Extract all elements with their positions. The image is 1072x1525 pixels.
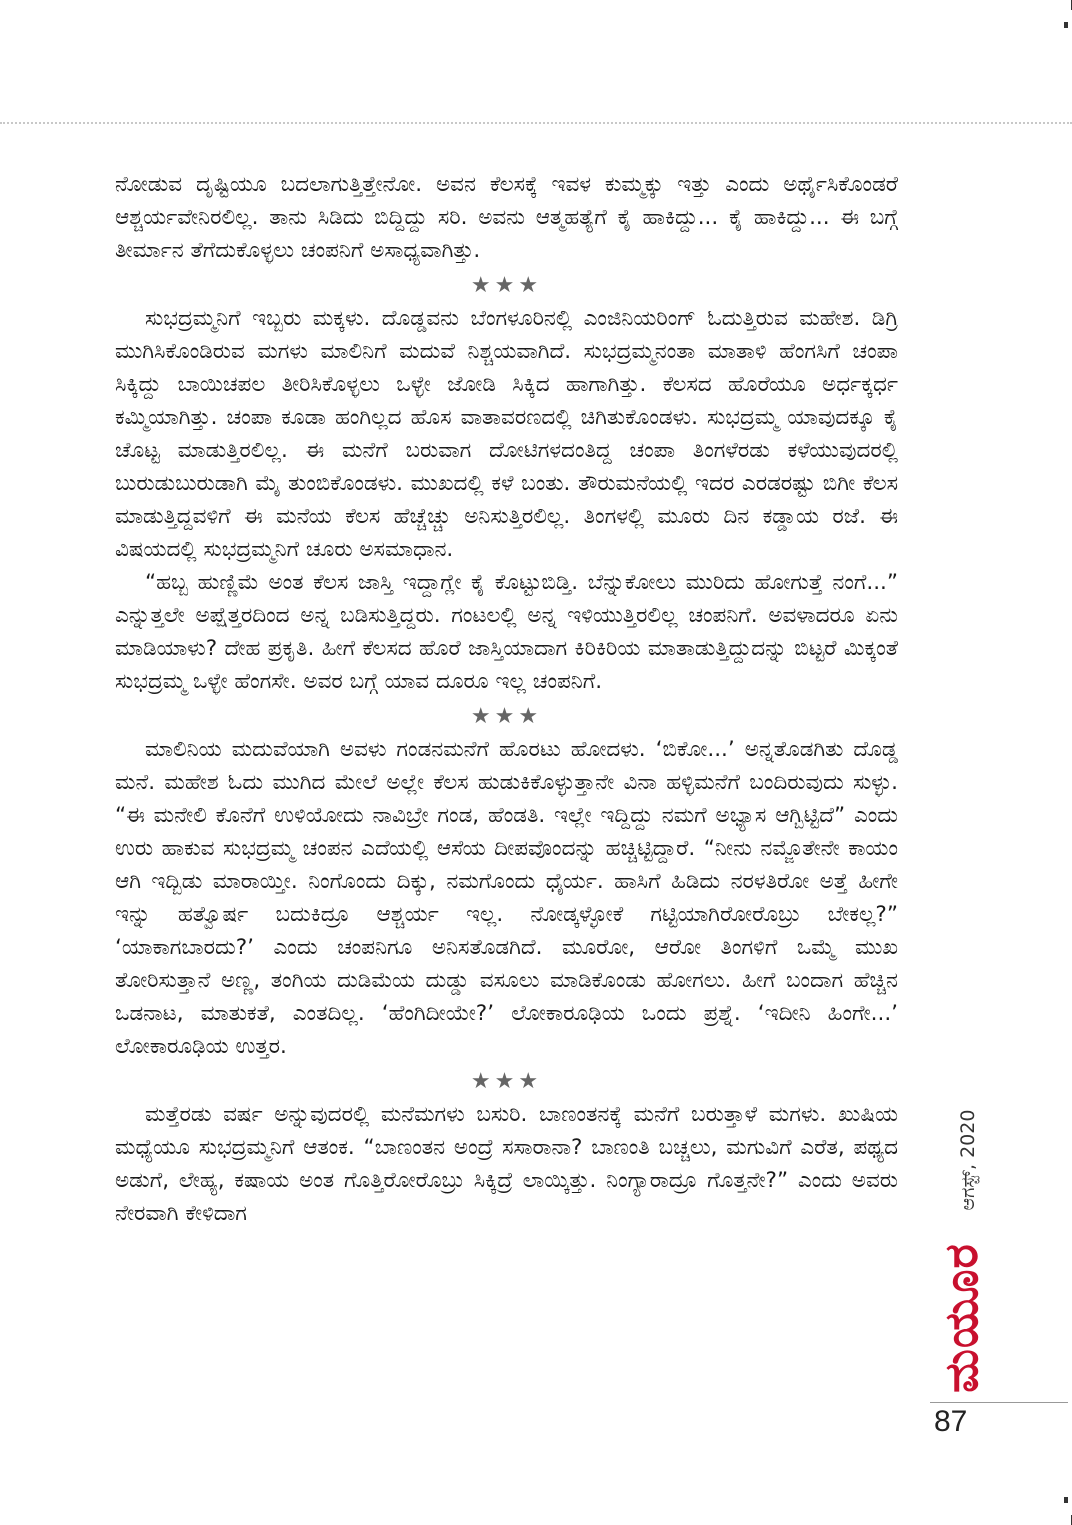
header-dotted-rule	[0, 122, 1072, 124]
page-number-rule	[930, 1402, 1068, 1403]
paragraph: ಮತ್ತೆರಡು ವರ್ಷ ಅನ್ನುವುದರಲ್ಲಿ ಮನೆಮಗಳು ಬಸುರಿ. ಬಾಣಂತನಕ್ಕೆ ಮನೆಗೆ ಬರುತ್ತಾಳೆ ಮಗಳು. ಖುಷಿಯ ಮಧ್ಯೆಯೂ ಸುಭದ್ರಮ್ಮನಿಗೆ ಆತಂಕ. “ಬಾಣಂತನ ಅಂದ್ರೆ ಸಸಾರಾನಾ? ಬಾಣಂತಿ ಬಚ್ಚಲು, ಮಗುವಿಗೆ ಎರೆತ, ಪಥ್ಯದ ಅಡುಗೆ, ಲೇಹ್ಯ, ಕಷಾಯ ಅಂತ ಗೊತ್ತಿರೋರೊಬ್ರು ಸಿಕ್ಕಿದ್ರೆ ಲಾಯ್ಕಿತ್ತು. ನಿಂಗ್ಯಾರಾದ್ರೂ ಗೊತ್ತನೇ?” ಎಂದು ಅವರು ನೇರವಾಗಿ ಕೇಳಿದಾಗ	[115, 1102, 898, 1226]
section-divider: ★★★	[470, 1069, 543, 1094]
section-divider: ★★★	[470, 704, 543, 729]
paragraph: ಮಾಲಿನಿಯ ಮದುವೆಯಾಗಿ ಅವಳು ಗಂಡನಮನೆಗೆ ಹೊರಟು ಹೋದಳು. ‘ಬಿಕೋ...’ ಅನ್ನತೊಡಗಿತು ದೊಡ್ಡ ಮನೆ. ಮಹೇಶ ಓದು ಮುಗಿದ ಮೇಲೆ ಅಲ್ಲೇ ಕೆಲಸ ಹುಡುಕಿಕೊಳ್ಳುತ್ತಾನೇ ವಿನಾ ಹಳ್ಳಿಮನೆಗೆ ಬಂದಿರುವುದು ಸುಳ್ಳು. “ಈ ಮನೇಲಿ ಕೊನೆಗೆ ಉಳಿಯೋದು ನಾವಿಬ್ರೇ ಗಂಡ, ಹೆಂಡತಿ. ಇಲ್ಲೇ ಇದ್ದಿದ್ದು ನಮಗೆ ಅಭ್ಯಾಸ ಆಗ್ಬಿಟ್ಟಿದೆ” ಎಂದು ಉರು ಹಾಕುವ ಸುಭದ್ರಮ್ಮ ಚಂಪನ ಎದೆಯಲ್ಲಿ ಆಸೆಯ ದೀಪವೊಂದನ್ನು ಹಚ್ಚಿಟ್ಟಿದ್ದಾರೆ. “ನೀನು ನಮ್ಜೊತೇನೇ ಕಾಯಂ ಆಗಿ ಇದ್ಬಿಡು ಮಾರಾಯ್ತೀ. ನಿಂಗೊಂದು ದಿಕ್ಕು, ನಮಗೊಂದು ಧೈರ್ಯ. ಹಾಸಿಗೆ ಹಿಡಿದು ನರಳತಿರೋ ಅತ್ತೆ ಹೀಗೇ ಇನ್ನು ಹತ್ವೊರ್ಷ ಬದುಕಿದ್ರೂ ಆಶ್ಚರ್ಯ ಇಲ್ಲ. ನೋಡ್ಕಳ್ಳೋಕೆ ಗಟ್ಟಿಯಾಗಿರೋರೊಬ್ರು ಬೇಕಲ್ಲ?” ‘ಯಾಕಾಗಬಾರದು?’ ಎಂದು ಚಂಪನಿಗೂ ಅನಿಸತೊಡಗಿದೆ. ಮೂರೋ, ಆರೋ ತಿಂಗಳಿಗೆ ಒಮ್ಮೆ ಮುಖ ತೋರಿಸುತ್ತಾನೆ ಅಣ್ಣ, ತಂಗಿಯ ದುಡಿಮೆಯ ದುಡ್ಡು ವಸೂಲು ಮಾಡಿಕೊಂಡು ಹೋಗಲು. ಹೀಗೆ ಬಂದಾಗ ಹೆಚ್ಚಿನ ಒಡನಾಟ, ಮಾತುಕತೆ, ಎಂತದಿಲ್ಲ. ‘ಹೆಂಗಿದೀಯೇ?’ ಲೋಕಾರೂಢಿಯ ಒಂದು ಪ್ರಶ್ನೆ. ‘ಇದೀನಿ ಹಿಂಗೇ...’ ಲೋಕಾರೂಢಿಯ ಉತ್ತರ.	[115, 737, 898, 1059]
page-number: 87	[934, 1405, 968, 1438]
paragraph: ಸುಭದ್ರಮ್ಮನಿಗೆ ಇಬ್ಬರು ಮಕ್ಕಳು. ದೊಡ್ಡವನು ಬೆಂಗಳೂರಿನಲ್ಲಿ ಎಂಜಿನಿಯರಿಂಗ್ ಓದುತ್ತಿರುವ ಮಹೇಶ. ಡಿಗ್ರಿ ಮುಗಿಸಿಕೊಂಡಿರುವ ಮಗಳು ಮಾಲಿನಿಗೆ ಮದುವೆ ನಿಶ್ಚಯವಾಗಿದೆ. ಸುಭದ್ರಮ್ಮನಂತಾ ಮಾತಾಳಿ ಹೆಂಗಸಿಗೆ ಚಂಪಾ ಸಿಕ್ಕಿದ್ದು ಬಾಯಿಚಪಲ ತೀರಿಸಿಕೊಳ್ಳಲು ಒಳ್ಳೇ ಜೋಡಿ ಸಿಕ್ಕಿದ ಹಾಗಾಗಿತ್ತು. ಕೆಲಸದ ಹೊರೆಯೂ ಅರ್ಧಕ್ಕರ್ಧ ಕಮ್ಮಿಯಾಗಿತ್ತು. ಚಂಪಾ ಕೂಡಾ ಹಂಗಿಲ್ಲದ ಹೊಸ ವಾತಾವರಣದಲ್ಲಿ ಚಿಗಿತುಕೊಂಡಳು. ಸುಭದ್ರಮ್ಮ ಯಾವುದಕ್ಕೂ ಕೈ ಚೊಟ್ಟ ಮಾಡುತ್ತಿರಲಿಲ್ಲ. ಈ ಮನೆಗೆ ಬರುವಾಗ ದೋಟಿಗಳದಂತಿದ್ದ ಚಂಪಾ ತಿಂಗಳೆರಡು ಕಳೆಯುವುದರಲ್ಲಿ ಬುರುಡುಬುರುಡಾಗಿ ಮೈ ತುಂಬಿಕೊಂಡಳು. ಮುಖದಲ್ಲಿ ಕಳೆ ಬಂತು. ತೌರುಮನೆಯಲ್ಲಿ ಇದರ ಎರಡರಷ್ಟು ಬಿಗೀ ಕೆಲಸ ಮಾಡುತ್ತಿದ್ದವಳಿಗೆ ಈ ಮನೆಯ ಕೆಲಸ ಹೆಚ್ಚೆಚ್ಚು ಅನಿಸುತ್ತಿರಲಿಲ್ಲ. ತಿಂಗಳಲ್ಲಿ ಮೂರು ದಿನ ಕಡ್ಡಾಯ ರಜೆ. ಈ ವಿಷಯದಲ್ಲಿ ಸುಭದ್ರಮ್ಮನಿಗೆ ಚೂರು ಅಸಮಾಧಾನ.	[115, 306, 898, 562]
paragraph: ನೋಡುವ ದೃಷ್ಟಿಯೂ ಬದಲಾಗುತ್ತಿತ್ತೇನೋ. ಅವನ ಕೆಲಸಕ್ಕೆ ಇವಳ ಕುಮ್ಮಕ್ಕು ಇತ್ತು ಎಂದು ಅರ್ಥೈಸಿಕೊಂಡರೆ ಆಶ್ಚರ್ಯವೇನಿರಲಿಲ್ಲ. ತಾನು ಸಿಡಿದು ಬಿದ್ದಿದ್ದು ಸರಿ. ಅವನು ಆತ್ಮಹತ್ಯೆಗೆ ಕೈ ಹಾಕಿದ್ದು... ಕೈ ಹಾಕಿದ್ದು... ಈ ಬಗ್ಗೆ ತೀರ್ಮಾನ ತೆಗೆದುಕೊಳ್ಳಲು ಚಂಪನಿಗೆ ಅಸಾಧ್ಯವಾಗಿತ್ತು.	[115, 172, 898, 263]
section-divider: ★★★	[470, 273, 543, 298]
issue-date: ಆಗಸ್ಟ್, 2020	[957, 1109, 979, 1211]
article-body	[115, 168, 898, 1230]
paragraph: “ಹಬ್ಬ ಹುಣ್ಣಿಮೆ ಅಂತ ಕೆಲಸ ಜಾಸ್ತಿ ಇದ್ದಾಗ್ಲೇ ಕೈ ಕೊಟ್ಟುಬಿಡ್ತಿ. ಬೆನ್ನುಕೋಲು ಮುರಿದು ಹೋಗುತ್ತೆ ನಂಗೆ...” ಎನ್ನುತ್ತಲೇ ಅಪ್ಷೆತ್ತರದಿಂದ ಅನ್ನ ಬಡಿಸುತ್ತಿದ್ದರು. ಗಂಟಲಲ್ಲಿ ಅನ್ನ ಇಳಿಯುತ್ತಿರಲಿಲ್ಲ ಚಂಪನಿಗೆ. ಅವಳಾದರೂ ಏನು ಮಾಡಿಯಾಳು? ದೇಹ ಪ್ರಕೃತಿ. ಹೀಗೆ ಕೆಲಸದ ಹೊರೆ ಜಾಸ್ತಿಯಾದಾಗ ಕಿರಿಕಿರಿಯ ಮಾತಾಡುತ್ತಿದ್ದುದನ್ನು ಬಿಟ್ಟರೆ ಮಿಕ್ಕಂತೆ ಸುಭದ್ರಮ್ಮ ಒಳ್ಳೇ ಹೆಂಗಸೇ. ಅವರ ಬಗ್ಗೆ ಯಾವ ದೂರೂ ಇಲ್ಲ ಚಂಪನಿಗೆ.	[115, 570, 898, 694]
magazine-logo: ಮಯೂರ	[934, 1243, 988, 1393]
